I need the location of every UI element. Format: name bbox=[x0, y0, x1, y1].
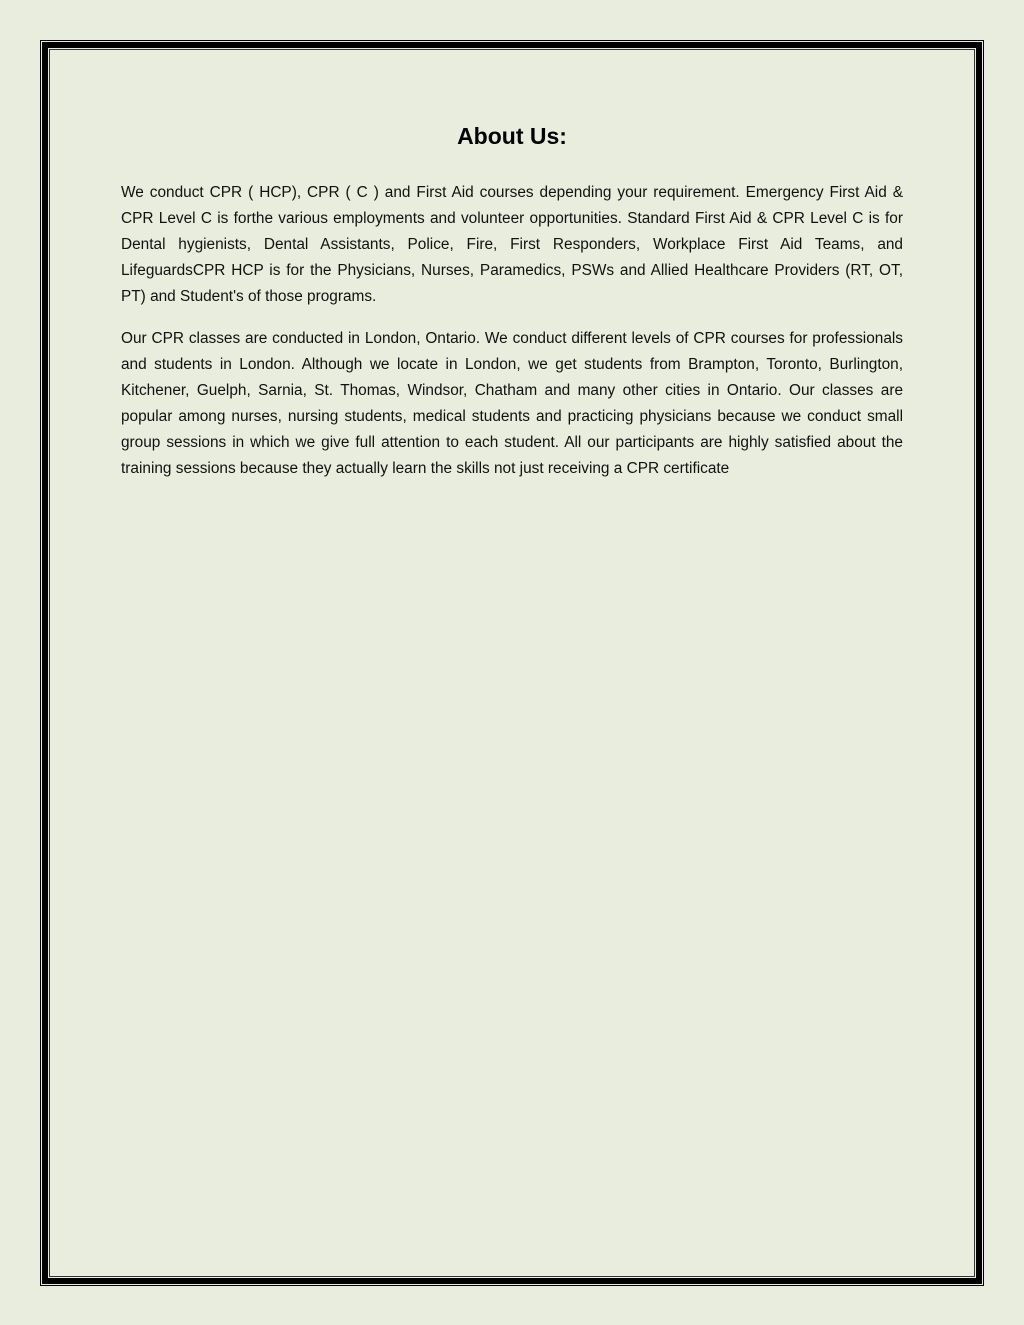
document-content bbox=[121, 118, 903, 498]
paragraph-location: Our CPR classes are conducted in London, Ontario. We conduct different levels of CPR courses for professionals and students in London. Although we locate in London, we get students from Brampton, Toronto, Burlington, Kitchener, Guelph, Sarnia, St. Thomas, Windsor, Chatham and many other cities in Ontario. Our classes are popular among nurses, nursing students, medical students and practicing physicians because we conduct small group sessions in which we give full attention to each student. All our participants are highly satisfied about the training sessions because they actually learn the skills not just receiving a CPR certificate bbox=[121, 330, 903, 477]
page-title: About Us: bbox=[457, 123, 567, 149]
paragraph-courses: We conduct CPR ( HCP), CPR ( C ) and First Aid courses depending your requirement. Emergency First Aid & CPR Level C is forthe various employments and volunteer opportunities. Standard First Aid & CPR Level C is for Dental hygienists, Dental Assistants, Police, Fire, First Responders, Workplace First Aid Teams, and LifeguardsCPR HCP is for the Physicians, Nurses, Paramedics, PSWs and Allied Healthcare Providers (RT, OT, PT) and Student's of those programs. bbox=[121, 184, 903, 305]
